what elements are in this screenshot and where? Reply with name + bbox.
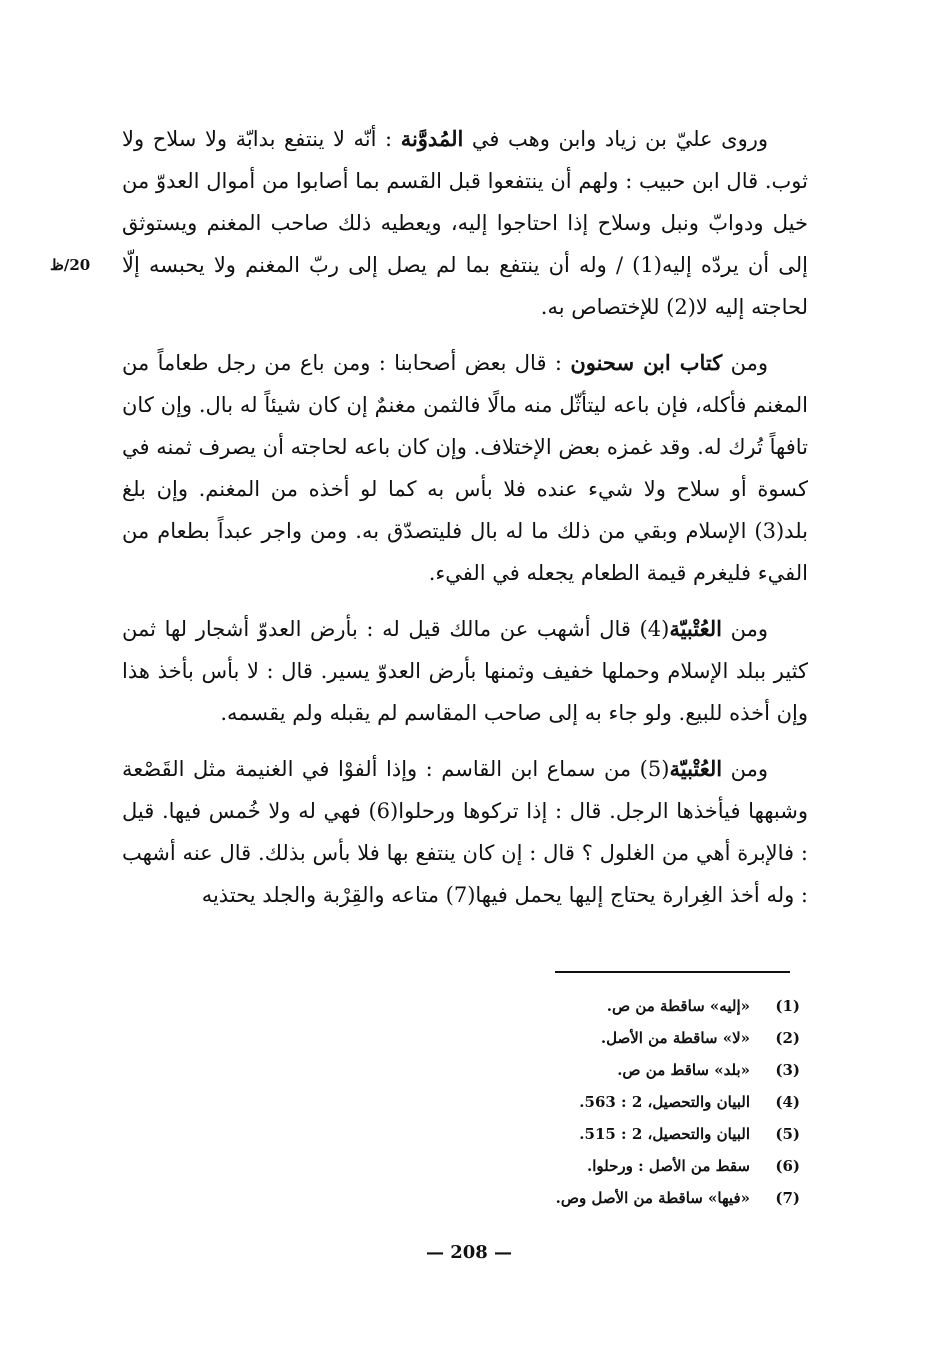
footnote-number: (1): [775, 997, 800, 1015]
footnote-3: [300, 1054, 800, 1086]
footnote-number: (4): [775, 1093, 800, 1111]
footnote-text: «لا» ساقطة من الأصل.: [600, 1029, 750, 1047]
footnote-text: البيان والتحصيل، 2 : 563.: [579, 1093, 750, 1111]
footnote-1: [300, 990, 800, 1022]
paragraph-4: [122, 748, 808, 916]
page-number: — 208 —: [425, 1242, 513, 1263]
footnote-number: (2): [775, 1029, 800, 1047]
text-run: ومن: [721, 617, 768, 641]
footnote-2: [300, 1022, 800, 1054]
footnote-number: (6): [775, 1157, 800, 1175]
footnote-6: [300, 1150, 800, 1182]
text-run: ومن: [722, 351, 768, 375]
paragraph-3: [122, 608, 808, 734]
footnote-text: سقط من الأصل : ورحلوا.: [587, 1157, 750, 1175]
footnote-text: «فيها» ساقطة من الأصل وص.: [555, 1189, 750, 1207]
footnote-4: [300, 1086, 800, 1118]
footnote-divider: [555, 971, 790, 973]
footnotes: [300, 990, 800, 1214]
footnote-7: [300, 1182, 800, 1214]
book-title-mudawwana: المُدوَّنة: [400, 126, 464, 151]
main-text: [122, 118, 808, 930]
footnote-text: البيان والتحصيل، 2 : 515.: [579, 1125, 750, 1143]
text-run: وروى عليّ بن زياد وابن وهب في: [463, 127, 769, 151]
margin-folio-note: 20/ظ: [50, 256, 91, 274]
footnote-number: (3): [775, 1061, 800, 1079]
book-title-utbiyya: العُتْبيّة: [669, 756, 723, 781]
text-run: : قال بعض أصحابنا : ومن باع من رجل طعاماً من المغنم فأكله، فإن باعه ليتأثّل منه مالًا فالثمن مغنمٌ إن كان شيئاً له بال. وإن كان تافهاً تُرك له. وقد غمزه بعض الإختلاف. وإن كان باعه لحاجته أن يصرف ثمنه في كسوة أو سلاح ولا شيء عنده فلا بأس به كما لو أخذه من المغنم. وإن بلغ بلد(3) الإسلام وبقي من ذلك ما له بال فليتصدّق به. ومن واجر عبداً بطعام من الفيء فليغرم قيمة الطعام يجعله في الفيء.: [122, 351, 808, 585]
footnote-number: (5): [775, 1125, 800, 1143]
footnote-text: «بلد» ساقط من ص.: [617, 1061, 750, 1079]
text-run: (5) من سماع ابن القاسم : وإذا ألفوْا في الغنيمة مثل القَصْعة وشبهها فيأخذها الرجل. قال : إذا تركوها ورحلوا(6) فهي له ولا خُمس فيها. قيل : فالإبرة أهي من الغلول ؟ قال : إن كان ينتفع بها فلا بأس بذلك. قال عنه أشهب : وله أخذ الغِرارة يحتاج إليها يحمل فيها(7) متاعه والقِرْبة والجلد يحتذيه: [122, 757, 809, 907]
book-title-ibn-sahnun: كتاب ابن سحنون: [570, 350, 723, 375]
footnote-number: (7): [775, 1189, 800, 1207]
paragraph-1: [122, 118, 808, 328]
footnote-5: [300, 1118, 800, 1150]
text-run: ومن: [722, 757, 768, 781]
text-run: : أنّه لا ينتفع بدابّة ولا سلاح ولا ثوب. قال ابن حبيب : ولهم أن ينتفعوا قبل القسم بما أصابوا من أموال العدوّ من خيل ودوابّ ونبل وسلاح إذا احتاجوا إليه، ويعطيه ذلك صاحب المغنم ويستوثق إلى أن يردّه إليه(1) / وله أن ينتفع بما لم يصل إلى ربّ المغنم ولا يحبسه إلّا لحاجته إليه لا(2) للإختصاص به.: [122, 127, 809, 319]
book-title-utbiyya: العُتْبيّة: [669, 616, 722, 641]
paragraph-2: [122, 342, 808, 594]
text-run: (4) قال أشهب عن مالك قيل له : بأرض العدوّ أشجار لها ثمن كثير ببلد الإسلام وحملها خفيف وثمنها بأرض العدوّ يسير. قال : لا بأس بأخذ هذا وإن أخذه للبيع. ولو جاء به إلى صاحب المقاسم لم يقبله ولم يقسمه.: [122, 617, 808, 725]
footnote-text: «إليه» ساقطة من ص.: [606, 997, 750, 1015]
